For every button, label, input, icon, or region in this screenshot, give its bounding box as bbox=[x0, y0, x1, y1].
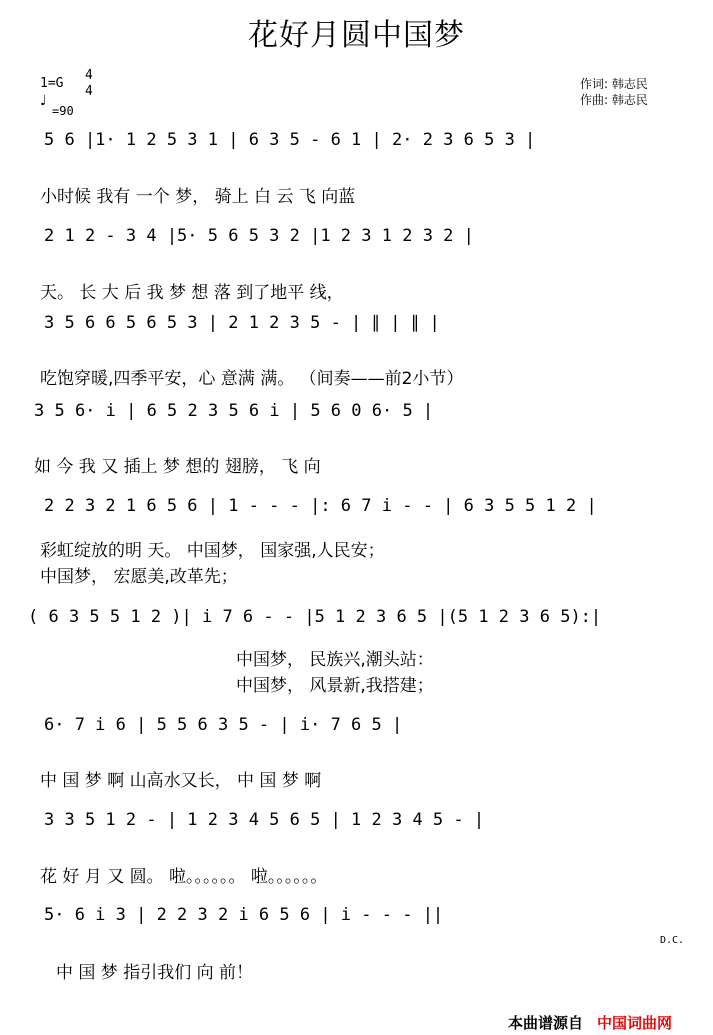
notation-row-8: 3 3 5 1 2 - | 1 2 3 4 5 6 5 | 1 2 3 4 5 - | bbox=[44, 810, 485, 830]
time-sig-top: 4 bbox=[85, 68, 93, 83]
quarter-note-icon: ♩ bbox=[40, 93, 47, 109]
lyric-row-2: 天。 长 大 后 我 梦 想 落 到了地平 线， bbox=[40, 283, 344, 303]
lyric-row-8: 花 好 月 又 圆。 啦。。。。。。 啦。。。。。。 bbox=[40, 867, 328, 887]
lyric-row-7: 中 国 梦 啊 山高水又长， 中 国 梦 啊 bbox=[40, 771, 322, 791]
time-sig-bottom: 4 bbox=[85, 84, 93, 99]
lyric-row-3: 吃饱穿暖,四季平安，心 意满 满。 （间奏——前2小节） bbox=[40, 369, 464, 389]
lyric-row-9: 中 国 梦 指引我们 向 前！ bbox=[56, 963, 254, 983]
lyricist: 作词: 韩志民 bbox=[580, 77, 648, 91]
lyric-row-4: 如 今 我 又 插上 梦 想的 翅膀， 飞 向 bbox=[34, 457, 321, 477]
source-label: 本曲谱源自 bbox=[508, 1014, 584, 1032]
lyric-row-6b: 中国梦， 风景新,我搭建； bbox=[236, 676, 434, 696]
notation-row-5: 2 2 3 2 1 6 5 6 | 1 - - - |: 6 7 i - - | 6 3 5 5 1 2 | bbox=[44, 496, 597, 516]
notation-row-3: 3 5 6 6 5 6 5 3 | 2 1 2 3 5 - | ∥ | ∥ | bbox=[44, 313, 440, 333]
notation-row-1: 5 6 |1· 1 2 5 3 1 | 6 3 5 - 6 1 | 2· 2 3 6 5 3 | bbox=[44, 130, 536, 150]
time-signature bbox=[85, 68, 93, 100]
lyric-row-6a: 中国梦， 民族兴,潮头站： bbox=[236, 650, 434, 670]
tempo-mark: =90 bbox=[52, 104, 74, 118]
dc-mark: D.C. bbox=[660, 935, 685, 946]
lyric-row-5b: 中国梦， 宏愿美,改革先； bbox=[40, 567, 238, 587]
notation-row-4: 3 5 6· i | 6 5 2 3 5 6 i | 5 6 0 6· 5 | bbox=[34, 401, 434, 421]
notation-row-2: 2 1 2 - 3 4 |5· 5 6 5 3 2 |1 2 3 1 2 3 2 | bbox=[44, 226, 474, 246]
composer: 作曲: 韩志民 bbox=[580, 93, 648, 107]
source-credit bbox=[508, 1012, 672, 1033]
page-title: 花好月圆中国梦 bbox=[248, 18, 465, 53]
notation-row-6: ( 6 3 5 5 1 2 )| i 7 6 - - |5 1 2 3 6 5 |(5 1 2 3 6 5):| bbox=[28, 607, 602, 627]
notation-row-7: 6· 7 i 6 | 5 5 6 3 5 - | i· 7 6 5 | bbox=[44, 715, 403, 735]
key-signature: 1=G bbox=[40, 76, 64, 91]
credits bbox=[580, 76, 648, 108]
lyric-row-1: 小时候 我有 一个 梦， 骑上 白 云 飞 向蓝 bbox=[40, 187, 356, 207]
notation-row-9: 5· 6 i 3 | 2 2 3 2 i 6 5 6 | i - - - || bbox=[44, 905, 444, 925]
lyric-row-5a: 彩虹绽放的明 天。 中国梦， 国家强,人民安； bbox=[40, 541, 385, 561]
source-site: 中国词曲网 bbox=[597, 1014, 673, 1032]
